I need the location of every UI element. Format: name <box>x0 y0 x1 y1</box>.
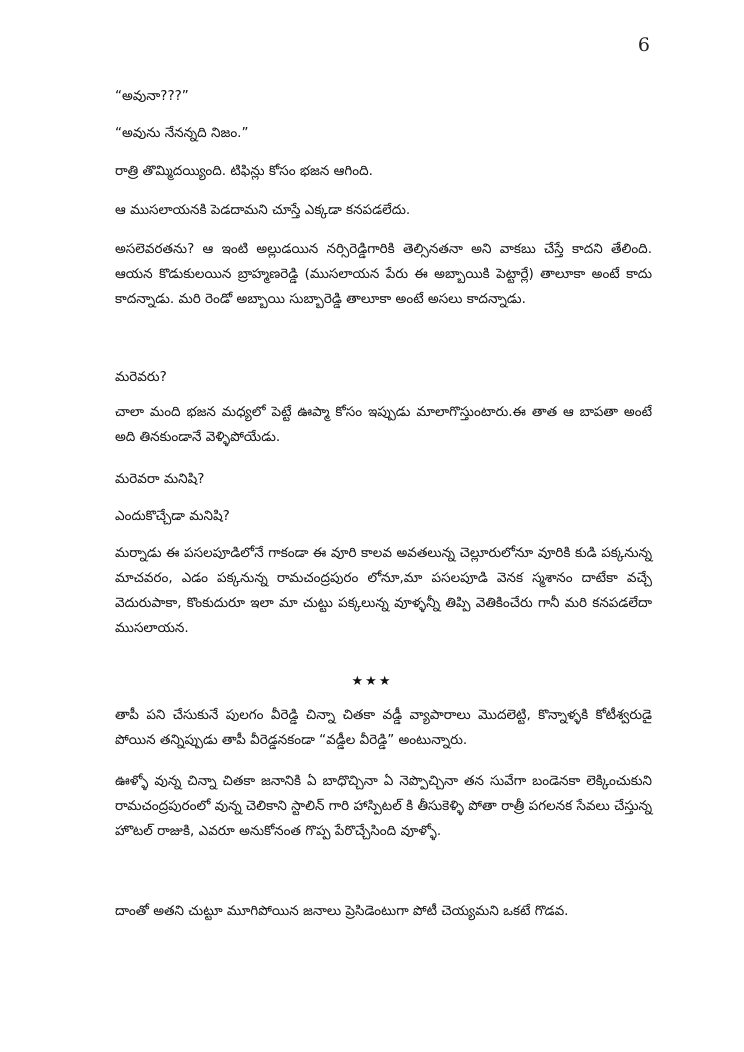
paragraph-1: “అవునా???” <box>115 88 189 104</box>
paragraph-5: అసలెవరతను? ఆ ఇంటి అల్లుడయిన నర్సిరెడ్డిగారికి తెల్సినతనా అని వాకబు చేస్తే కాదని తేలింది. ఆయన కొడుకులయిన బ్రాహ్మణరెడ్డి (ముసలాయన పేరు ఈ అబ్బాయికి పెట్టార్లే) తాలూకా అంటే కాదు కాదన్నాడు. మరి రెండో అబ్బాయి సుబ్బారెడ్డి తాలూకా అంటే అసలు కాదన్నాడు. <box>115 241 652 307</box>
paragraph-6: మరెవరు? <box>115 369 167 385</box>
paragraph-7: చాలా మంది భజన మధ్యలో పెట్టే ఊప్మా కోసం ఇప్పుడు మాలాగొస్తుంటారు.ఈ తాత ఆ బాపతా అంటే అది తినకుండానే వెళ్ళిపోయేడు. <box>115 404 652 445</box>
paragraph-2: “అవును నేనన్నది నిజం.” <box>115 125 249 141</box>
paragraph-8: మరెవరా మనిషి? <box>115 471 205 487</box>
paragraph-11: తాపీ పని చేసుకునే పులగం వీరెడ్డి చిన్నా చితకా వడ్డీ వ్యాపారాలు మొదలెట్టి, కొన్నాళ్ళకి కోటీశ్వరుడై పోయిన తన్నిప్పుడు తాపీ వీరెడ్డనకండా “వడ్డీల వీరెడ్డి” అంటున్నారు. <box>115 707 652 748</box>
page-number: 6 <box>637 34 650 56</box>
paragraph-10: మర్నాడు ఈ పసలపూడిలోనే గాకండా ఈ వూరి కాలవ అవతలున్న చెల్లూరులోనూ వూరికి కుడి పక్కనున్న మాచవరం, ఎడం పక్కనున్న రామచంద్రపురం లోనూ,మా పసలపూడి వెనక స్మశానం దాటేకా వచ్చే వెదురుపాకా, కొంకుదురూ ఇలా మా చుట్టు పక్కలున్న వూళ్ళన్నీ తిప్పి వెతికించేరు గానీ మరి కనపడలేదా ముసలాయన. <box>115 545 652 636</box>
paragraph-12: ఊళ్ళో వున్న చిన్నా చితకా జనానికి ఏ బాధొచ్చినా ఏ నెప్పొచ్చినా తన సువేగా బండెనకా లెక్కించుకుని రామచంద్రపురంలో వున్న చెలికాని స్టాలిన్ గారి హాస్పిటల్ కి తీసుకెళ్ళి పోతా రాత్రీ పగలనక సేవలు చేస్తున్న హొటల్ రాజుకి, ఎవరూ అనుకోనంత గొప్ప పేరొచ్చేసింది వూళ్ళో. <box>115 773 652 839</box>
paragraph-4: ఆ ముసలాయనకి పెడదామని చూస్తే ఎక్కడా కనపడలేదు. <box>115 202 411 218</box>
paragraph-3: రాత్రి తొమ్మిదయ్యింది. టిఫిన్లు కోసం భజన ఆగింది. <box>115 163 373 179</box>
section-divider: ★★★ <box>351 674 393 689</box>
paragraph-13: దాంతో అతని చుట్టూ మూగిపోయిన జనాలు ప్రెసిడెంటుగా పోటీ చెయ్యమని ఒకటే గొడవ. <box>115 903 569 919</box>
paragraph-9: ఎందుకొచ్చేడా మనిషి? <box>115 508 230 524</box>
